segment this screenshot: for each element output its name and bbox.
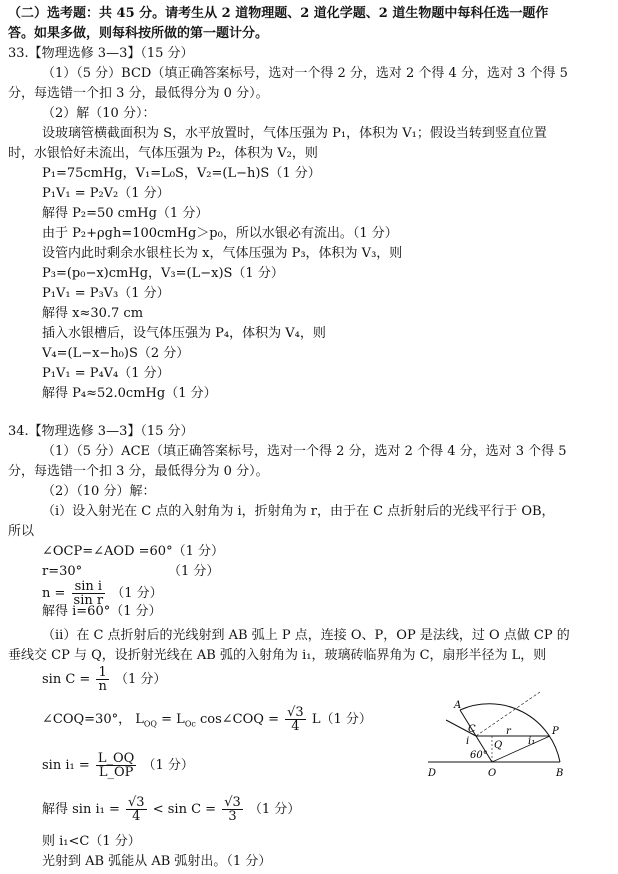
sinc-fraction — [96, 666, 108, 693]
n-score: （1 分） — [111, 586, 163, 601]
sinc-score: （1 分） — [114, 672, 167, 687]
q34-eq-angle: ∠OCP=∠AOD =60°（1 分） — [42, 544, 224, 559]
q33-line: P₁V₁ = P₃V₃（1 分） — [42, 286, 170, 301]
sini1-numerator: L_OQ — [97, 751, 135, 766]
q34-final: 光射到 AB 弧能从 AB 弧射出。（1 分） — [42, 854, 272, 869]
q33-line: 设管内此时剩余水银柱长为 x，气体压强为 P₃，体积为 V₃，则 — [42, 246, 403, 261]
intro-line-2: 答。如果多做，则每科按所做的第一题计分。 — [8, 26, 269, 41]
label-r: r — [506, 726, 511, 737]
coq-l: L — [135, 712, 144, 727]
label-A: A — [454, 700, 462, 711]
coq-denominator: 4 — [291, 719, 300, 734]
label-B: B — [556, 768, 564, 779]
solve-score: （1 分） — [248, 802, 301, 817]
q34-eq-r: r=30° — [42, 564, 83, 579]
n-lhs: n = — [42, 586, 66, 601]
q33-line: P₁V₁ = P₄V₄（1 分） — [42, 366, 170, 381]
solve-mid: < sin C = — [152, 802, 217, 817]
q34-eq-sinc — [42, 666, 166, 693]
optics-diagram — [420, 686, 600, 786]
coq-c-sub: Oc — [184, 719, 196, 729]
q33-line: 解得 x≈30.7 cm — [42, 306, 144, 321]
coq-l-sub: OQ — [143, 719, 157, 729]
label-angle: 60° — [470, 750, 488, 761]
q33-line: P₁=75cmHg，V₁=L₀S，V₂=(L−h)S（1 分） — [42, 166, 321, 181]
sini1-score: （1 分） — [142, 758, 194, 773]
solve-den-1: 4 — [132, 809, 141, 824]
sinc-denominator: n — [98, 679, 107, 694]
label-D: D — [428, 768, 437, 779]
q33-part1-line1: （1）（5 分）BCD（填正确答案标号，选对一个得 2 分，选对 2 个得 4 分，选对 3 个得 5 — [42, 66, 568, 81]
q33-line: 插入水银槽后，设气体压强为 P₄，体积为 V₄，则 — [42, 326, 326, 341]
q34-i-line1: （i）设入射光在 C 点的入射角为 i，折射角为 r，由于在 C 点折射后的光线平行于 OB， — [42, 504, 555, 519]
label-i1: i₁ — [528, 736, 536, 747]
solve-lhs: 解得 sin i₁ = — [42, 802, 120, 817]
q33-line: 设玻璃管横截面积为 S，水平放置时，气体压强为 P₁，体积为 V₁；假设当转到竖直位置 — [42, 126, 547, 141]
q34-eq-solve — [42, 796, 300, 823]
sinc-numerator: 1 — [96, 666, 108, 680]
sini1-denominator: L_OP — [98, 765, 134, 780]
solve-num-1: √3 — [128, 795, 145, 810]
q34-part1-line2: 分，每选错一个扣 3 分，最低得分为 0 分）。 — [8, 464, 269, 479]
q34-eq-i: 解得 i=60°（1 分） — [42, 604, 162, 619]
coq-eq: = L — [161, 712, 185, 727]
q33-line: P₁V₁ = P₂V₂（1 分） — [42, 186, 170, 201]
solve-fraction-1 — [126, 796, 147, 823]
q34-eq-coq — [42, 706, 372, 733]
coq-numerator: √3 — [287, 705, 304, 720]
intro-line-1: （二）选考题：共 45 分。请考生从 2 道物理题、2 道化学题、2 道生物题中每科任选一题作 — [8, 6, 549, 21]
q33-line: 由于 P₂+ρgh=100cmHg＞p₀，所以水银必有流出。（1 分） — [42, 226, 398, 241]
q33-line: 解得 P₂=50 cmHg（1 分） — [42, 206, 209, 221]
q33-part1-line2: 分，每选错一个扣 3 分，最低得分为 0 分）。 — [8, 86, 269, 101]
label-C: C — [468, 724, 476, 735]
coq-tail: L（1 分） — [311, 712, 372, 727]
coq-angle: ∠COQ=30°， — [42, 712, 132, 727]
q33-line: 时，水银恰好未流出，气体压强为 P₂，体积为 V₂，则 — [8, 146, 318, 161]
sinc-lhs: sin C = — [42, 672, 91, 687]
solve-fraction-2 — [222, 796, 243, 823]
n-fraction — [72, 580, 106, 607]
solve-num-2: √3 — [224, 795, 241, 810]
n-numerator: sin i — [72, 580, 106, 594]
label-i: i — [466, 736, 470, 747]
sini1-fraction — [96, 752, 136, 779]
coq-fraction — [285, 706, 306, 733]
q34-i-line2: 所以 — [8, 524, 35, 539]
coq-cos: cos∠COQ = — [200, 712, 279, 727]
q34-then: 则 i₁<C（1 分） — [42, 834, 141, 849]
q34-ii-line2: 垂线交 CP 与 Q，设折射光线在 AB 弧的入射角为 i₁，玻璃砖临界角为 C，扇形半径为 L，则 — [8, 648, 547, 663]
q33-part2-heading: （2）解（10 分）： — [42, 106, 156, 121]
sini1-lhs: sin i₁ = — [42, 758, 90, 773]
solve-den-2: 3 — [228, 809, 237, 824]
label-P: P — [552, 726, 559, 737]
q34-part2-heading: （2）（10 分）解： — [42, 484, 156, 499]
q33-title: 33.【物理选修 3—3】（15 分） — [8, 46, 194, 61]
label-O: O — [488, 768, 497, 779]
n-denominator: sin r — [73, 593, 104, 608]
q34-eq-sini1 — [42, 752, 194, 779]
label-Q: Q — [494, 740, 503, 751]
q34-eq-r-score: （1 分） — [168, 564, 220, 579]
q34-ii-line1: （ii）在 C 点折射后的光线射到 AB 弧上 P 点，连接 O、P，OP 是法线，过 O 点做 CP 的 — [42, 628, 570, 643]
q33-line: V₄=(L−x−h₀)S（2 分） — [42, 346, 190, 361]
q33-line: P₃=(p₀−x)cmHg，V₃=(L−x)S（1 分） — [42, 266, 284, 281]
q34-title: 34.【物理选修 3—3】（15 分） — [8, 424, 194, 439]
q33-line: 解得 P₄≈52.0cmHg（1 分） — [42, 386, 217, 401]
q34-part1-line1: （1）（5 分）ACE（填正确答案标号，选对一个得 2 分，选对 2 个得 4 分，选对 3 个得 5 — [42, 444, 567, 459]
q34-eq-n — [42, 580, 163, 607]
